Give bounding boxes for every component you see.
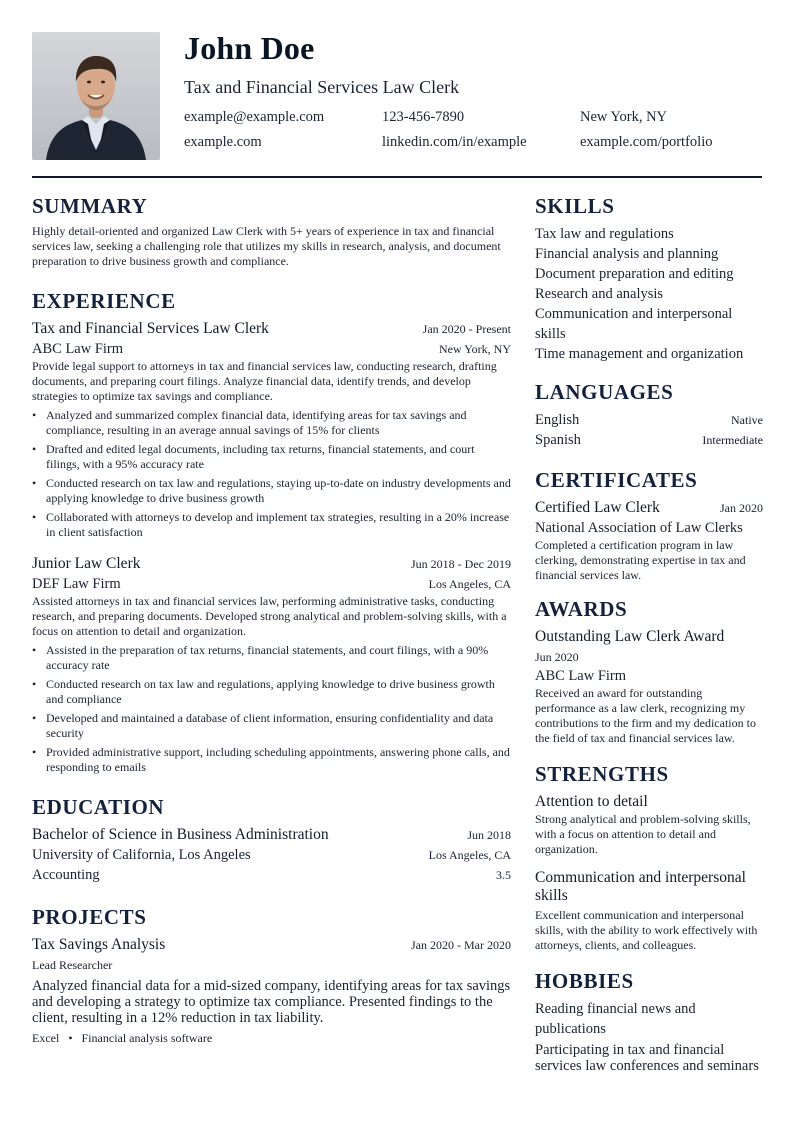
certificate-name: Certified Law Clerk [535, 499, 660, 516]
job-firm: DEF Law Firm [32, 576, 121, 592]
location-text: New York, NY [580, 109, 668, 125]
languages-section [535, 378, 763, 450]
gpa-value: 3.5 [496, 868, 511, 882]
right-column [535, 192, 763, 1074]
education-section [32, 793, 511, 885]
job-bullets [32, 643, 511, 775]
skill-item: Time management and organization [535, 346, 744, 362]
candidate-headline: Tax and Financial Services Law Clerk [184, 77, 460, 97]
school-location: Los Angeles, CA [428, 848, 511, 862]
linkedin-link[interactable]: linkedin.com/in/example [382, 134, 527, 150]
award-description: Received an award for outstanding performance as a law clerk, recognizing my contributions to the firm and my dedication to the field of tax and financial services law. [535, 686, 756, 745]
project-tool: Excel [32, 1031, 60, 1045]
skill-item: Communication and interpersonal skills [535, 306, 733, 342]
project-dates: Jan 2020 - Mar 2020 [411, 938, 511, 952]
list-item: • Conducted research on tax law and regulations, applying knowledge to drive business growth and compliance [32, 677, 511, 707]
projects-section [32, 903, 511, 1046]
strength-name: Communication and interpersonal skills [535, 869, 746, 904]
tool-separator: • [68, 1031, 73, 1045]
experience-section [32, 287, 511, 775]
language-level: Intermediate [702, 433, 763, 447]
language-row [535, 430, 763, 450]
strengths-heading: STRENGTHS [535, 762, 669, 786]
award-date: Jun 2020 [535, 650, 579, 664]
list-item: • Analyzed and summarized complex financial data, identifying areas for tax savings and compliance, resulting in an average annual savings of 15% for clients [32, 408, 511, 438]
hobby-item: Participating in tax and financial services law conferences and seminars [535, 1042, 759, 1074]
certificates-heading: CERTIFICATES [535, 468, 698, 492]
hobbies-section [535, 967, 763, 1074]
project-name: Tax Savings Analysis [32, 936, 166, 953]
email-link[interactable]: example@example.com [184, 109, 325, 125]
list-item: • Developed and maintained a database of client information, ensuring confidentiality and data security [32, 711, 511, 741]
candidate-name: John Doe [184, 30, 315, 66]
strengths-section [535, 760, 763, 953]
project-description: Analyzed financial data for a mid-sized company, identifying areas for tax savings and developing a strategy to optimize tax compliance. Presented findings to the client, resulting in a 12% reduction in tax liability. [32, 978, 511, 1026]
skills-heading: SKILLS [535, 194, 615, 218]
skill-item: Financial analysis and planning [535, 246, 719, 262]
skills-section [535, 192, 763, 364]
certificates-section [535, 466, 763, 583]
phone-link[interactable]: 123-456-7890 [382, 109, 465, 125]
hobby-item: Reading financial news and publications [535, 1001, 696, 1037]
education-date: Jun 2018 [467, 828, 511, 842]
skill-item: Tax law and regulations [535, 226, 674, 242]
job-dates: Jan 2020 - Present [422, 322, 511, 336]
job-firm: ABC Law Firm [32, 341, 124, 357]
strength-name: Attention to detail [535, 793, 648, 810]
skill-item: Research and analysis [535, 286, 664, 302]
job-entry [32, 554, 511, 775]
summary-section [32, 192, 511, 269]
field-of-study: Accounting [32, 867, 100, 883]
summary-heading: SUMMARY [32, 194, 148, 218]
left-column [32, 192, 511, 1046]
project-role: Lead Researcher [32, 958, 113, 972]
hobbies-heading: HOBBIES [535, 969, 634, 993]
awards-heading: AWARDS [535, 597, 628, 621]
language-level: Native [731, 413, 763, 427]
header-divider [32, 176, 762, 178]
list-item: • Conducted research on tax law and regulations, staying up-to-date on industry developments and applying knowledge to drive business growth [32, 476, 511, 506]
contact-info [184, 108, 774, 151]
job-bullets [32, 408, 511, 540]
strength-description: Strong analytical and problem-solving skills, with a focus on attention to detail and organization. [535, 812, 751, 856]
job-location: New York, NY [438, 342, 511, 356]
summary-text: Highly detail-oriented and organized Law Clerk with 5+ years of experience in tax and financial services law, seeking a challenging role that utilizes my skills in research, analysis, and document preparation to drive business growth and compliance. [32, 224, 501, 268]
language-name: English [535, 412, 580, 428]
project-tool: Financial analysis software [81, 1031, 213, 1045]
profile-photo [32, 32, 160, 160]
projects-heading: PROJECTS [32, 905, 147, 929]
portfolio-link[interactable]: example.com/portfolio [580, 134, 713, 150]
language-name: Spanish [535, 432, 581, 448]
job-description: Provide legal support to attorneys in tax and financial services law, conducting research, drafting documents, and preparing court filings. Analyze financial data, identify trends, and develop strategies to optimize tax savings and compliance. [32, 359, 497, 403]
job-description: Assisted attorneys in tax and financial services law, performing administrative tasks, conducting research, and preparing documents. Developed strong analytical and problem-solving skills, with a focus on attention to detail and organization. [32, 594, 507, 638]
list-item: • Collaborated with attorneys to develop and implement tax strategies, resulting in a 20% increase in client satisfaction [32, 510, 511, 540]
job-title: Tax and Financial Services Law Clerk [32, 320, 269, 337]
languages-heading: LANGUAGES [535, 380, 674, 404]
award-name: Outstanding Law Clerk Award [535, 628, 725, 645]
skill-item: Document preparation and editing [535, 266, 734, 282]
list-item: • Assisted in the preparation of tax returns, financial statements, and court filings, with a 90% accuracy rate [32, 643, 511, 673]
language-row [535, 410, 763, 430]
job-title: Junior Law Clerk [32, 555, 141, 572]
website-link[interactable]: example.com [184, 134, 262, 150]
list-item: • Drafted and edited legal documents, including tax returns, financial statements, and court filings, with a 95% accuracy rate [32, 442, 511, 472]
project-tools [32, 1031, 511, 1046]
education-heading: EDUCATION [32, 795, 165, 819]
experience-heading: EXPERIENCE [32, 289, 176, 313]
strength-description: Excellent communication and interpersonal skills, with the ability to work effectively with attorneys, clients, and colleagues. [535, 908, 758, 952]
certificate-description: Completed a certification program in law clerking, demonstrating expertise in tax and financial services law. [535, 538, 746, 582]
list-item: • Provided administrative support, including scheduling appointments, answering phone calls, and responding to emails [32, 745, 511, 775]
job-dates: Jun 2018 - Dec 2019 [411, 557, 511, 571]
degree-name: Bachelor of Science in Business Administration [32, 826, 329, 843]
awards-section [535, 595, 763, 746]
job-location: Los Angeles, CA [428, 577, 511, 591]
certificate-date: Jan 2020 [720, 501, 763, 515]
award-issuer: ABC Law Firm [535, 668, 627, 684]
certificate-issuer: National Association of Law Clerks [535, 520, 743, 536]
job-entry [32, 319, 511, 540]
school-name: University of California, Los Angeles [32, 847, 251, 863]
